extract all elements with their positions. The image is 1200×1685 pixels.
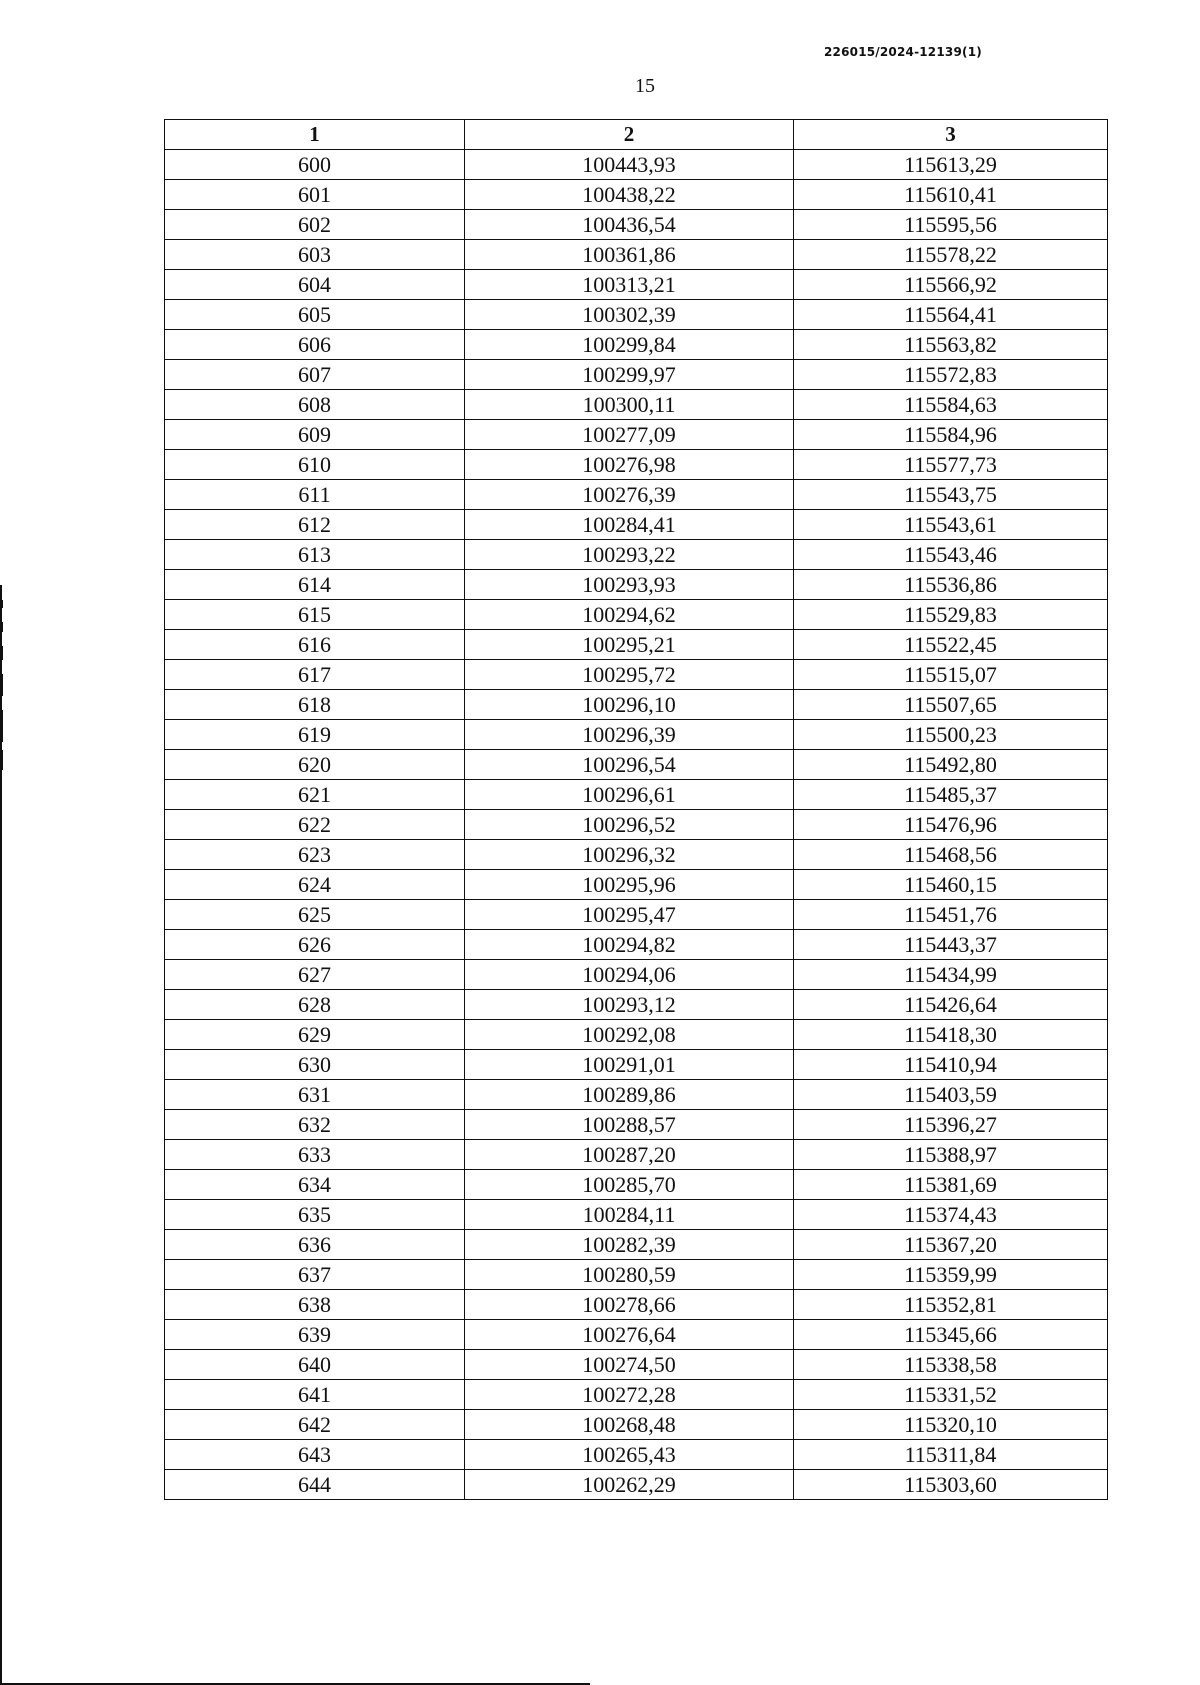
table-row (165, 1440, 1108, 1470)
table-row (165, 1080, 1108, 1110)
y-coordinate-cell: 115492,80 (794, 750, 1108, 780)
point-number-cell: 610 (165, 450, 465, 480)
point-number-cell: 606 (165, 330, 465, 360)
x-coordinate-cell: 100291,01 (465, 1050, 794, 1080)
x-coordinate-cell: 100289,86 (465, 1080, 794, 1110)
y-coordinate-cell: 115563,82 (794, 330, 1108, 360)
point-number-cell: 630 (165, 1050, 465, 1080)
table-row (165, 360, 1108, 390)
y-coordinate-cell: 115564,41 (794, 300, 1108, 330)
y-coordinate-cell: 115536,86 (794, 570, 1108, 600)
y-coordinate-cell: 115543,46 (794, 540, 1108, 570)
table-row (165, 390, 1108, 420)
point-number-cell: 613 (165, 540, 465, 570)
table-row (165, 1320, 1108, 1350)
table-row (165, 1170, 1108, 1200)
document-id: 226015/2024-12139(1) (824, 45, 982, 59)
x-coordinate-cell: 100276,64 (465, 1320, 794, 1350)
y-coordinate-cell: 115352,81 (794, 1290, 1108, 1320)
y-coordinate-cell: 115572,83 (794, 360, 1108, 390)
x-coordinate-cell: 100296,52 (465, 810, 794, 840)
y-coordinate-cell: 115507,65 (794, 690, 1108, 720)
point-number-cell: 619 (165, 720, 465, 750)
column-header-1: 1 (165, 120, 465, 150)
x-coordinate-cell: 100285,70 (465, 1170, 794, 1200)
table-row (165, 840, 1108, 870)
point-number-cell: 600 (165, 150, 465, 180)
point-number-cell: 609 (165, 420, 465, 450)
x-coordinate-cell: 100300,11 (465, 390, 794, 420)
y-coordinate-cell: 115331,52 (794, 1380, 1108, 1410)
y-coordinate-cell: 115388,97 (794, 1140, 1108, 1170)
y-coordinate-cell: 115434,99 (794, 960, 1108, 990)
x-coordinate-cell: 100293,22 (465, 540, 794, 570)
x-coordinate-cell: 100299,97 (465, 360, 794, 390)
y-coordinate-cell: 115367,20 (794, 1230, 1108, 1260)
point-number-cell: 614 (165, 570, 465, 600)
x-coordinate-cell: 100296,10 (465, 690, 794, 720)
table-row (165, 540, 1108, 570)
table-row (165, 810, 1108, 840)
x-coordinate-cell: 100293,93 (465, 570, 794, 600)
table-row (165, 300, 1108, 330)
x-coordinate-cell: 100295,47 (465, 900, 794, 930)
y-coordinate-cell: 115418,30 (794, 1020, 1108, 1050)
x-coordinate-cell: 100296,54 (465, 750, 794, 780)
column-header-2: 2 (465, 120, 794, 150)
x-coordinate-cell: 100282,39 (465, 1230, 794, 1260)
x-coordinate-cell: 100287,20 (465, 1140, 794, 1170)
y-coordinate-cell: 115613,29 (794, 150, 1108, 180)
table-row (165, 1140, 1108, 1170)
x-coordinate-cell: 100278,66 (465, 1290, 794, 1320)
table-row (165, 900, 1108, 930)
x-coordinate-cell: 100276,39 (465, 480, 794, 510)
x-coordinate-cell: 100294,06 (465, 960, 794, 990)
point-number-cell: 602 (165, 210, 465, 240)
x-coordinate-cell: 100295,96 (465, 870, 794, 900)
table-row (165, 780, 1108, 810)
x-coordinate-cell: 100277,09 (465, 420, 794, 450)
point-number-cell: 622 (165, 810, 465, 840)
table-row (165, 1290, 1108, 1320)
y-coordinate-cell: 115381,69 (794, 1170, 1108, 1200)
table-row (165, 1260, 1108, 1290)
point-number-cell: 615 (165, 600, 465, 630)
point-number-cell: 635 (165, 1200, 465, 1230)
table-row (165, 870, 1108, 900)
table-row (165, 630, 1108, 660)
point-number-cell: 636 (165, 1230, 465, 1260)
point-number-cell: 620 (165, 750, 465, 780)
x-coordinate-cell: 100436,54 (465, 210, 794, 240)
table-header-row (165, 120, 1108, 150)
y-coordinate-cell: 115443,37 (794, 930, 1108, 960)
x-coordinate-cell: 100295,72 (465, 660, 794, 690)
y-coordinate-cell: 115311,84 (794, 1440, 1108, 1470)
y-coordinate-cell: 115500,23 (794, 720, 1108, 750)
y-coordinate-cell: 115338,58 (794, 1350, 1108, 1380)
point-number-cell: 607 (165, 360, 465, 390)
x-coordinate-cell: 100296,61 (465, 780, 794, 810)
point-number-cell: 616 (165, 630, 465, 660)
x-coordinate-cell: 100313,21 (465, 270, 794, 300)
x-coordinate-cell: 100295,21 (465, 630, 794, 660)
point-number-cell: 601 (165, 180, 465, 210)
x-coordinate-cell: 100302,39 (465, 300, 794, 330)
table-row (165, 660, 1108, 690)
point-number-cell: 621 (165, 780, 465, 810)
point-number-cell: 605 (165, 300, 465, 330)
point-number-cell: 644 (165, 1470, 465, 1500)
x-coordinate-cell: 100299,84 (465, 330, 794, 360)
y-coordinate-cell: 115303,60 (794, 1470, 1108, 1500)
y-coordinate-cell: 115410,94 (794, 1050, 1108, 1080)
point-number-cell: 634 (165, 1170, 465, 1200)
y-coordinate-cell: 115426,64 (794, 990, 1108, 1020)
y-coordinate-cell: 115320,10 (794, 1410, 1108, 1440)
x-coordinate-cell: 100293,12 (465, 990, 794, 1020)
page-number: 15 (635, 75, 655, 97)
point-number-cell: 626 (165, 930, 465, 960)
y-coordinate-cell: 115529,83 (794, 600, 1108, 630)
table-row (165, 600, 1108, 630)
x-coordinate-cell: 100262,29 (465, 1470, 794, 1500)
x-coordinate-cell: 100280,59 (465, 1260, 794, 1290)
y-coordinate-cell: 115522,45 (794, 630, 1108, 660)
x-coordinate-cell: 100292,08 (465, 1020, 794, 1050)
point-number-cell: 603 (165, 240, 465, 270)
x-coordinate-cell: 100284,41 (465, 510, 794, 540)
x-coordinate-cell: 100294,62 (465, 600, 794, 630)
y-coordinate-cell: 115468,56 (794, 840, 1108, 870)
point-number-cell: 611 (165, 480, 465, 510)
table-row (165, 330, 1108, 360)
table-row (165, 1470, 1108, 1500)
table-row (165, 1110, 1108, 1140)
y-coordinate-cell: 115610,41 (794, 180, 1108, 210)
table-row (165, 480, 1108, 510)
table-row (165, 240, 1108, 270)
x-coordinate-cell: 100361,86 (465, 240, 794, 270)
y-coordinate-cell: 115584,96 (794, 420, 1108, 450)
y-coordinate-cell: 115485,37 (794, 780, 1108, 810)
y-coordinate-cell: 115476,96 (794, 810, 1108, 840)
x-coordinate-cell: 100268,48 (465, 1410, 794, 1440)
y-coordinate-cell: 115578,22 (794, 240, 1108, 270)
point-number-cell: 631 (165, 1080, 465, 1110)
table-row (165, 990, 1108, 1020)
y-coordinate-cell: 115566,92 (794, 270, 1108, 300)
y-coordinate-cell: 115403,59 (794, 1080, 1108, 1110)
x-coordinate-cell: 100294,82 (465, 930, 794, 960)
y-coordinate-cell: 115595,56 (794, 210, 1108, 240)
point-number-cell: 643 (165, 1440, 465, 1470)
point-number-cell: 617 (165, 660, 465, 690)
y-coordinate-cell: 115584,63 (794, 390, 1108, 420)
table-row (165, 960, 1108, 990)
table-row (165, 270, 1108, 300)
point-number-cell: 638 (165, 1290, 465, 1320)
point-number-cell: 608 (165, 390, 465, 420)
y-coordinate-cell: 115577,73 (794, 450, 1108, 480)
point-number-cell: 628 (165, 990, 465, 1020)
table-row (165, 570, 1108, 600)
point-number-cell: 640 (165, 1350, 465, 1380)
table-row (165, 720, 1108, 750)
table-row (165, 1020, 1108, 1050)
table-row (165, 510, 1108, 540)
table-row (165, 930, 1108, 960)
table-row (165, 1050, 1108, 1080)
point-number-cell: 623 (165, 840, 465, 870)
y-coordinate-cell: 115374,43 (794, 1200, 1108, 1230)
table-row (165, 1410, 1108, 1440)
table-row (165, 210, 1108, 240)
table-row (165, 1380, 1108, 1410)
point-number-cell: 633 (165, 1140, 465, 1170)
point-number-cell: 642 (165, 1410, 465, 1440)
y-coordinate-cell: 115543,61 (794, 510, 1108, 540)
table-row (165, 450, 1108, 480)
point-number-cell: 641 (165, 1380, 465, 1410)
x-coordinate-cell: 100265,43 (465, 1440, 794, 1470)
point-number-cell: 625 (165, 900, 465, 930)
y-coordinate-cell: 115543,75 (794, 480, 1108, 510)
table-row (165, 690, 1108, 720)
x-coordinate-cell: 100276,98 (465, 450, 794, 480)
point-number-cell: 627 (165, 960, 465, 990)
y-coordinate-cell: 115515,07 (794, 660, 1108, 690)
x-coordinate-cell: 100284,11 (465, 1200, 794, 1230)
scan-left-marks (0, 600, 3, 770)
x-coordinate-cell: 100274,50 (465, 1350, 794, 1380)
table-row (165, 1350, 1108, 1380)
table-row (165, 180, 1108, 210)
point-number-cell: 604 (165, 270, 465, 300)
x-coordinate-cell: 100443,93 (465, 150, 794, 180)
table-row (165, 150, 1108, 180)
point-number-cell: 629 (165, 1020, 465, 1050)
x-coordinate-cell: 100288,57 (465, 1110, 794, 1140)
coordinates-table (164, 119, 1108, 1500)
point-number-cell: 632 (165, 1110, 465, 1140)
x-coordinate-cell: 100296,39 (465, 720, 794, 750)
y-coordinate-cell: 115460,15 (794, 870, 1108, 900)
y-coordinate-cell: 115359,99 (794, 1260, 1108, 1290)
x-coordinate-cell: 100296,32 (465, 840, 794, 870)
table-header (165, 120, 1108, 150)
y-coordinate-cell: 115451,76 (794, 900, 1108, 930)
table-row (165, 420, 1108, 450)
point-number-cell: 618 (165, 690, 465, 720)
table-row (165, 1230, 1108, 1260)
table-row (165, 750, 1108, 780)
table-row (165, 1200, 1108, 1230)
point-number-cell: 624 (165, 870, 465, 900)
column-header-3: 3 (794, 120, 1108, 150)
point-number-cell: 639 (165, 1320, 465, 1350)
point-number-cell: 637 (165, 1260, 465, 1290)
y-coordinate-cell: 115345,66 (794, 1320, 1108, 1350)
x-coordinate-cell: 100272,28 (465, 1380, 794, 1410)
x-coordinate-cell: 100438,22 (465, 180, 794, 210)
table-body (165, 150, 1108, 1500)
point-number-cell: 612 (165, 510, 465, 540)
y-coordinate-cell: 115396,27 (794, 1110, 1108, 1140)
